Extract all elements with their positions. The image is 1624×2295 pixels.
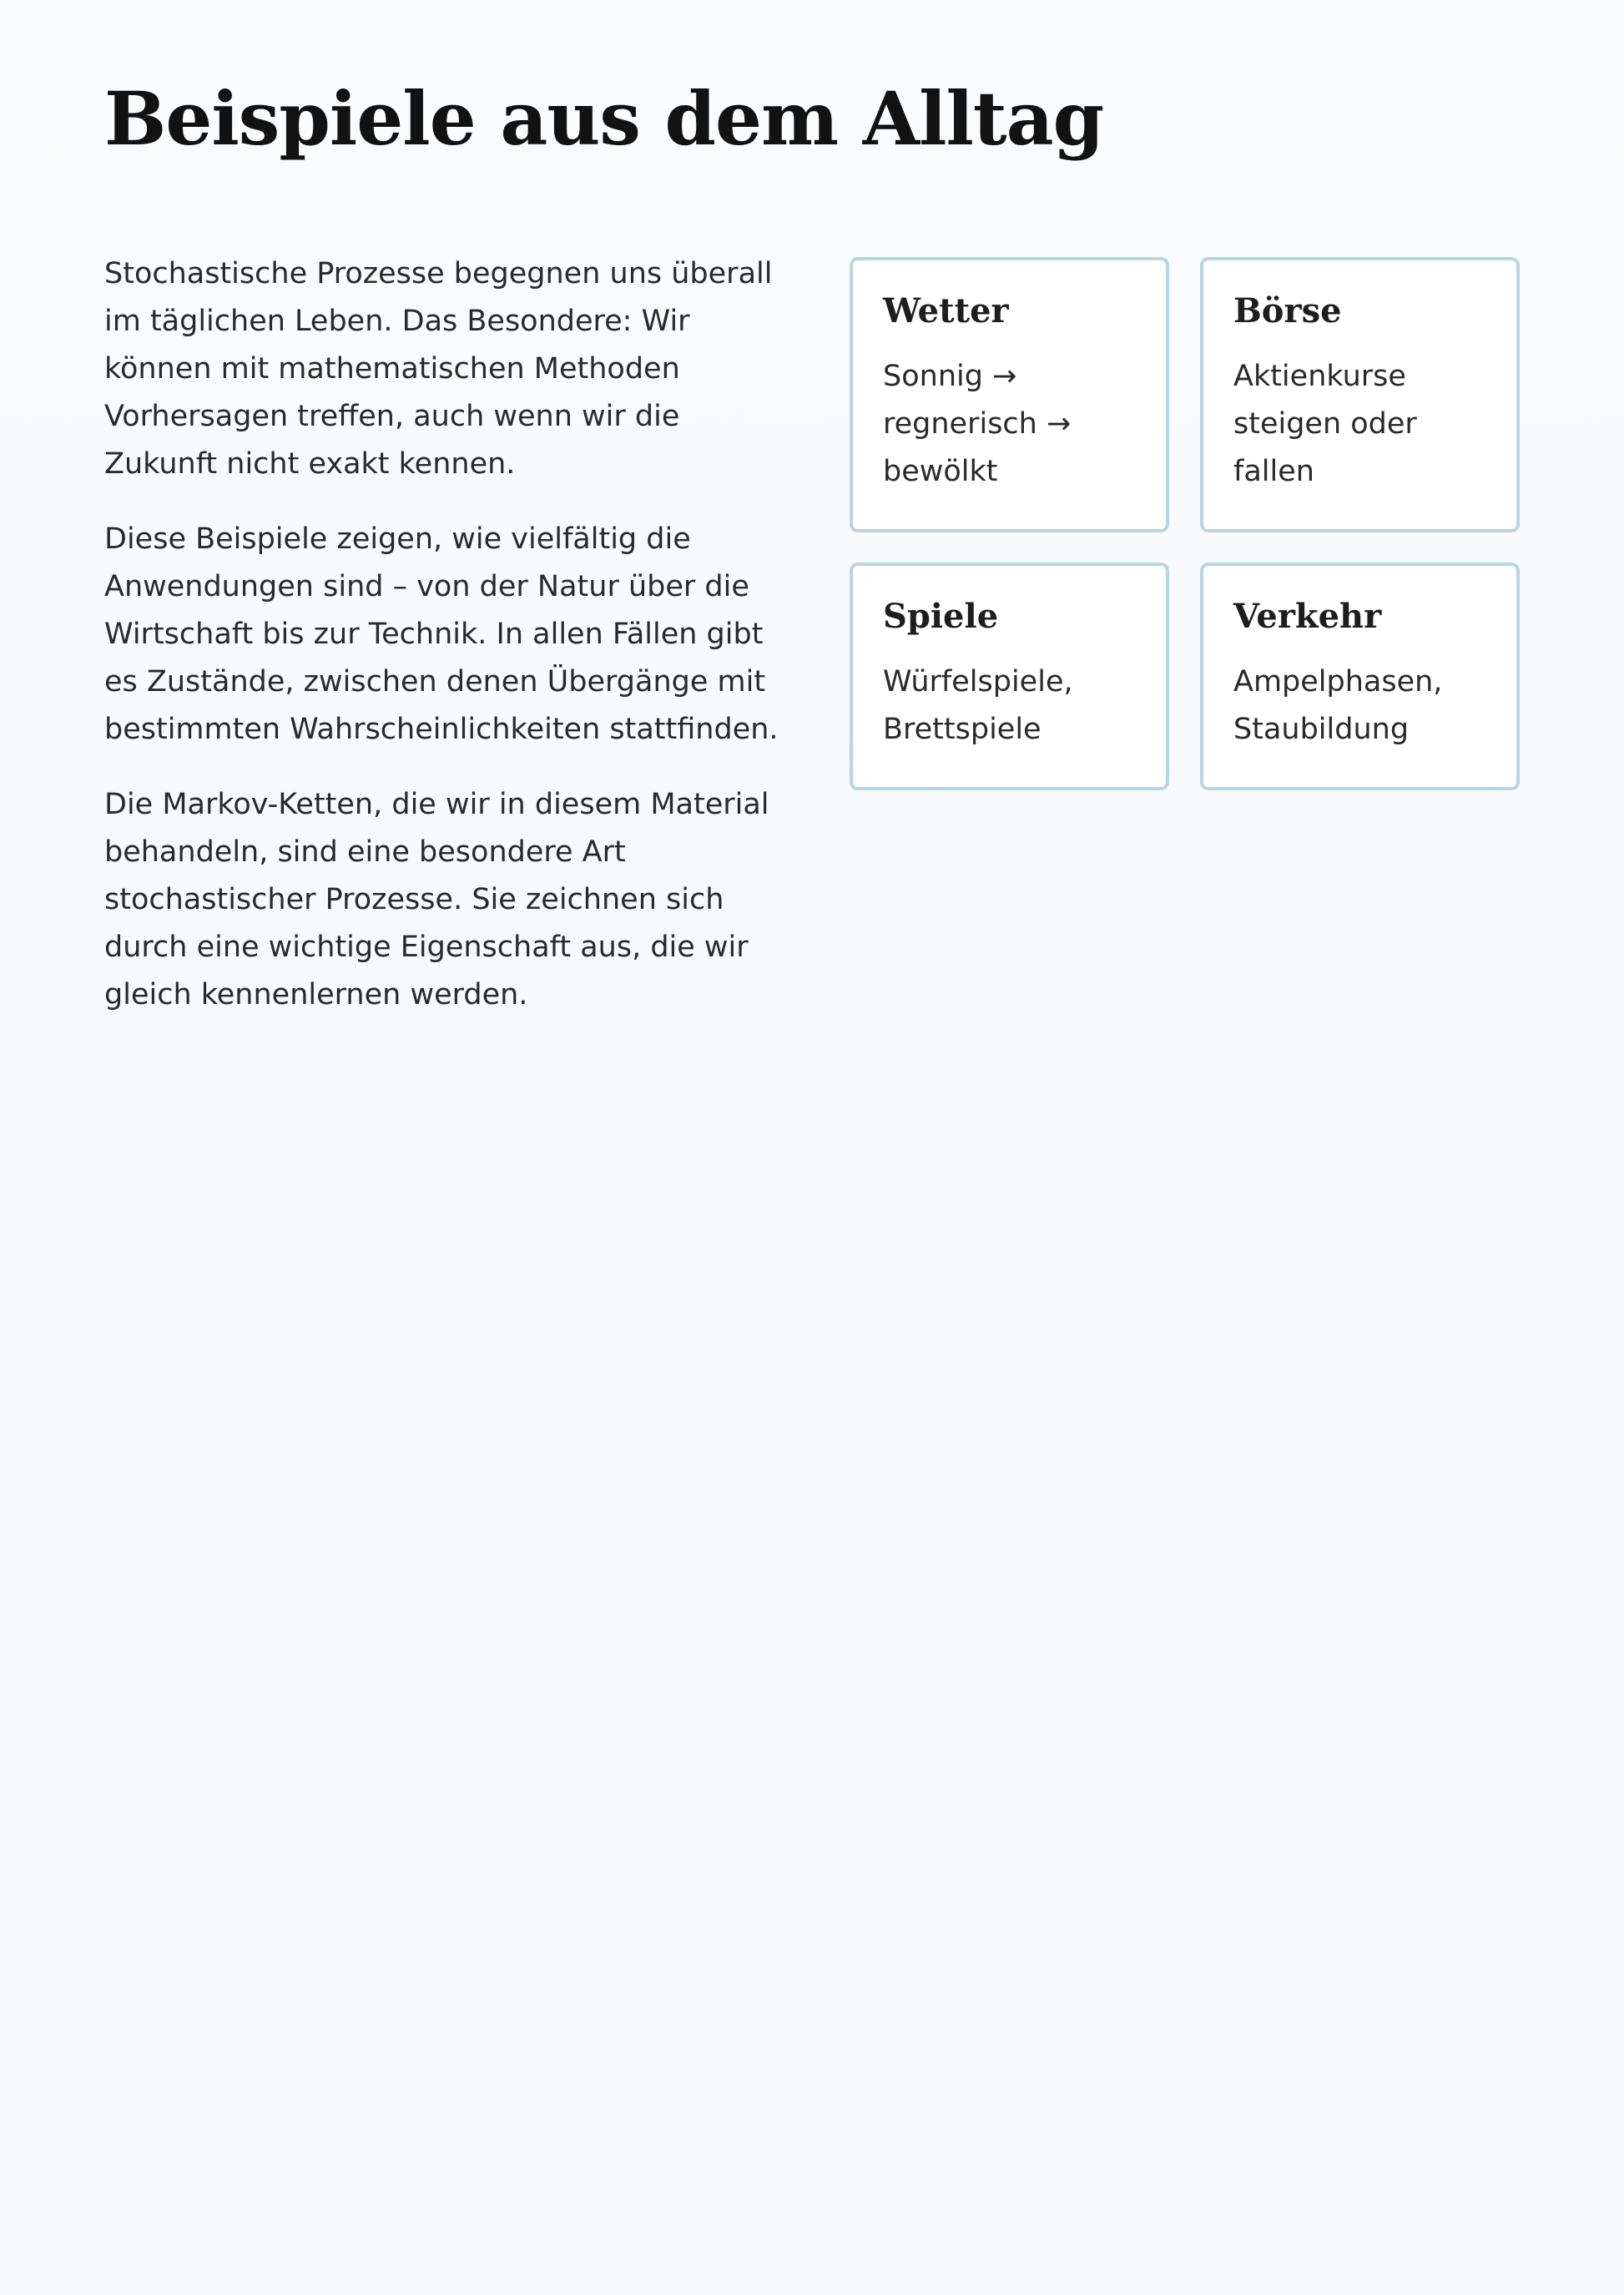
example-card-stock-market (1200, 257, 1520, 532)
example-card-text: Aktienkurse steigen oder fallen (1233, 360, 1417, 488)
example-card-games (850, 562, 1169, 790)
examples-grid (850, 257, 1521, 790)
intro-text-column (104, 250, 784, 1047)
example-card-title: Verkehr (1233, 597, 1382, 636)
intro-paragraph-2: Diese Beispiele zeigen, wie vielfältig die Anwendungen sind – von der Natur über die Wirtschaft bis zur Technik. In allen Fällen gibt es Zustände, zwischen denen Übergänge mit bestimmten Wahrscheinlichkeiten stattfinden. (104, 522, 779, 746)
example-card-text: Sonnig → regnerisch → bewölkt (883, 360, 1072, 488)
example-card-title: Spiele (883, 597, 999, 636)
example-card-text: Ampelphasen, Staubildung (1233, 665, 1443, 746)
example-card-traffic (1200, 562, 1520, 790)
example-card-text: Würfelspiele, Brettspiele (883, 665, 1073, 746)
example-card-weather (850, 257, 1169, 532)
intro-paragraph-1: Stochastische Prozesse begegnen uns überall im täglichen Leben. Das Besondere: Wir können mit mathematischen Methoden Vorhersagen treffen, auch wenn wir die Zukunft nicht exakt kennen. (104, 257, 773, 481)
page-title: Beispiele aus dem Alltag (104, 75, 1104, 162)
intro-paragraph-3: Die Markov-Ketten, die wir in diesem Material behandeln, sind eine besondere Art stochastischer Prozesse. Sie zeichnen sich durch eine wichtige Eigenschaft aus, die wir gleich kennenlernen werden. (104, 788, 769, 1011)
example-card-title: Börse (1233, 291, 1342, 330)
example-card-title: Wetter (883, 291, 1009, 330)
